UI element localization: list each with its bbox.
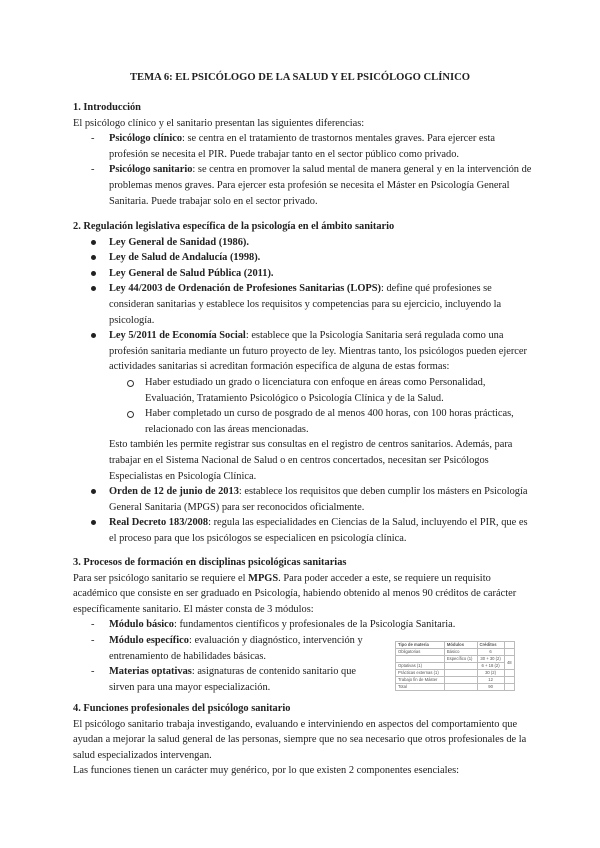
- page-title: TEMA 6: EL PSICÓLOGO DE LA SALUD Y EL PSICÓLOGO CLÍNICO: [129, 72, 471, 83]
- list-item: [73, 162, 533, 209]
- definition: : establece los requisitos que deben cumplir los másters en Psicología General Sanitaria (MPGS) para ser reconocidos oficialmente.: [109, 486, 528, 513]
- list-item: [73, 633, 373, 664]
- paragraph: Esto también les permite registrar sus consultas en el registro de centros sanitarios. Además, para trabajar en el Sistema Nacional de Salud o en centros concertados, necesitan ser Psicólogos Especialistas en Psicología Clínica.: [109, 439, 513, 482]
- term: Módulo específico: [109, 634, 189, 646]
- definition: : fundamentos científicos y profesionales de la Psicología Sanitaria.: [173, 619, 456, 631]
- table-row: [396, 649, 515, 656]
- list-item: [73, 515, 533, 546]
- definition: : se centra en el tratamiento de trastornos mentales graves. Para ejercer esta profesión se necesita el PIR. Puede trabajar tanto en el sector público como privado.: [109, 133, 496, 160]
- table-cell: [444, 670, 477, 677]
- dash-list: [73, 131, 533, 209]
- table-row: [396, 677, 515, 684]
- table-cell: Específico (1): [444, 656, 477, 663]
- table-row: [396, 656, 515, 663]
- list-item: [73, 250, 533, 266]
- section-heading: 2. Regulación legislativa específica de la psicología en el ámbito sanitario: [73, 221, 395, 232]
- table-cell: [504, 670, 514, 677]
- definition: : evaluación y diagnóstico, intervención y entrenamiento de habilidades básicas.: [109, 634, 363, 662]
- term: Materias optativas: [109, 666, 192, 678]
- table-row: [396, 684, 515, 691]
- sub-list-item: Haber estudiado un grado o licenciatura con enfoque en áreas como Personalidad, Evaluación, Tratamiento Psicológico o Psicología Clínica y de la Salud.: [109, 375, 533, 406]
- table-cell: [444, 663, 477, 670]
- paragraph: [73, 571, 533, 618]
- table-cell: Trabajo fin de Máster: [396, 677, 445, 684]
- table-cell: Optativas (1): [396, 663, 445, 670]
- table-header-row: [396, 642, 515, 649]
- list-item: [73, 328, 533, 484]
- table-header: [504, 642, 514, 649]
- table-cell: [504, 677, 514, 684]
- section-funciones: [73, 701, 533, 779]
- list-item: [73, 266, 533, 282]
- term: Orden de 12 de junio de 2013: [109, 486, 239, 498]
- term: Psicólogo clínico: [109, 133, 183, 145]
- table-cell: [444, 684, 477, 691]
- term: Ley General de Salud Pública (2011).: [109, 267, 274, 279]
- term: Psicólogo sanitario: [109, 164, 193, 176]
- list-item: [73, 281, 533, 328]
- list-item: [73, 484, 533, 515]
- table-cell: [444, 677, 477, 684]
- table-cell: 6: [477, 649, 504, 656]
- section-introduccion: [73, 100, 533, 209]
- text: . Para poder acceder a este, se requiere un requisito académico que consiste en ser graduado en Psicología, habiendo obtenido al menos 90 créditos de carácter específicamente sanitario. El máster consta de 3 módulos:: [73, 572, 517, 615]
- definition: : establece que la Psicología Sanitaria será regulada como una profesión sanitaria mediante un futuro proyecto de ley. Mientras tanto, los psicólogos pueden ejercer actividades sanitarias si acreditan formación específica de alguna de estas formas:: [109, 330, 527, 373]
- table-row: [396, 663, 515, 670]
- table-header: Créditos: [477, 642, 504, 649]
- text: Para ser psicólogo sanitario se requiere el: [73, 572, 249, 584]
- section-regulacion: [73, 219, 533, 546]
- table-cell: Total: [396, 684, 445, 691]
- definition: : se centra en promover la salud mental de manera general y en la intervención de problemas menos graves. Para ejercer esta profesión se necesita el Máster en Psicología General Sanitaria. Puede trabajar solo en el sector privado.: [109, 164, 532, 207]
- table-cell: 48: [504, 656, 514, 670]
- term: Ley 44/2003 de Ordenación de Profesiones Sanitarias (LOPS): [109, 283, 381, 295]
- master-modules-table: [395, 641, 515, 691]
- table-cell: 12: [477, 677, 504, 684]
- list-item: [73, 664, 373, 695]
- definition: : asignaturas de contenido sanitario que sirven para una mayor especialización.: [109, 666, 357, 693]
- term: Ley General de Sanidad (1986).: [109, 236, 249, 248]
- term: Real Decreto 183/2008: [109, 517, 209, 529]
- list-item: [73, 617, 533, 633]
- paragraph: El psicólogo clínico y el sanitario presentan las siguientes diferencias:: [73, 117, 365, 129]
- table-cell: 6 + 18 (2): [477, 663, 504, 670]
- term: Ley de Salud de Andalucía (1998).: [109, 252, 261, 264]
- paragraph: Las funciones tienen un carácter muy genérico, por lo que existen 2 componentes esenciales:: [73, 765, 460, 777]
- table-header: Módulos: [444, 642, 477, 649]
- table-cell: [504, 649, 514, 656]
- table-cell: [396, 656, 445, 663]
- term: Módulo básico: [109, 619, 174, 631]
- term: Ley 5/2011 de Economía Social: [109, 330, 246, 342]
- table-header: Tipo de materia: [396, 642, 445, 649]
- section-heading: 4. Funciones profesionales del psicólogo sanitario: [73, 703, 291, 714]
- table-cell: 30 + 30 (2): [477, 656, 504, 663]
- table-cell: [504, 684, 514, 691]
- sub-list: [109, 375, 533, 437]
- table-cell: 90: [477, 684, 504, 691]
- table-cell: 30 (2): [477, 670, 504, 677]
- definition: : define qué profesiones se consideran sanitarias y establece los requisitos y competencias para su ejercicio, incluyendo la psicología.: [109, 283, 502, 326]
- table-row: [396, 670, 515, 677]
- table-cell: Básico: [444, 649, 477, 656]
- list-item: [73, 131, 533, 162]
- definition: : regula las especialidades en Ciencias de la Salud, incluyendo el PIR, que es el proceso para que los psicólogos se especialicen en psicología clínica.: [109, 517, 528, 544]
- sub-list-item: Haber completado un curso de posgrado de al menos 400 horas, con 100 horas prácticas, relacionado con las áreas mencionadas.: [109, 406, 533, 437]
- section-heading: 3. Procesos de formación en disciplinas psicológicas sanitarias: [73, 557, 347, 568]
- term: MPGS: [248, 572, 279, 584]
- table-cell: Prácticas externas (1): [396, 670, 445, 677]
- paragraph: El psicólogo sanitario trabaja investigando, evaluando e interviniendo en aspectos del comportamiento que ayudan a mejorar la salud general de las personas, siempre que no sea necesario que otros profesionales de la salud especializados intervengan.: [73, 718, 527, 761]
- list-item: [73, 235, 533, 251]
- bullet-list: [73, 235, 533, 547]
- table-cell: Obligatorias: [396, 649, 445, 656]
- section-heading: 1. Introducción: [73, 102, 141, 113]
